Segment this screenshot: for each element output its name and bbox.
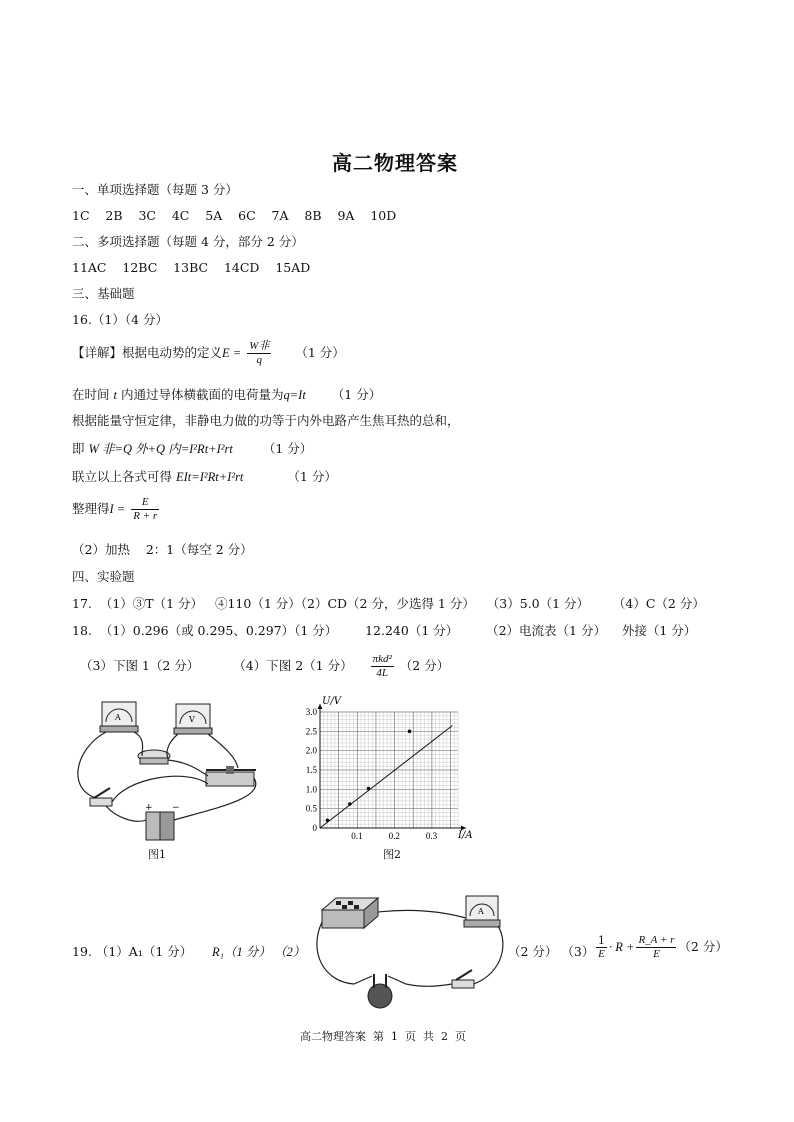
y-tick-label: 1.0 xyxy=(305,784,317,795)
q19-fraction1 xyxy=(596,934,607,961)
q16-line2-t: t xyxy=(113,388,117,402)
q16-line5-eq: EIt=I²Rt+I²rt xyxy=(176,470,244,484)
current-fraction xyxy=(131,496,159,523)
q16-line1 xyxy=(72,340,345,367)
q16-line2-eq: q=It xyxy=(283,388,306,402)
q16-line4-prefix: 即 xyxy=(72,441,85,456)
q19-part1b xyxy=(212,944,305,960)
chart-grid xyxy=(320,712,458,828)
ammeter-label: A xyxy=(478,907,484,916)
q19-part3-score: （2 分） xyxy=(678,939,728,954)
q18-part4-score: （2 分） xyxy=(399,658,450,673)
q19-part1: 19. （1）A₁（1 分） xyxy=(72,944,193,959)
data-point xyxy=(367,787,371,791)
section-heading-single-choice: 一、单项选择题（每题 3 分） xyxy=(72,182,238,197)
q16-part2: （2）加热 2：1（每空 2 分） xyxy=(72,542,253,557)
q16-line6-lhs: I = xyxy=(109,502,126,516)
q16-line1-prefix: 【详解】根据电动势的定义 xyxy=(72,345,223,360)
current-fraction-denominator: R + r xyxy=(133,510,158,522)
q16-line5 xyxy=(72,469,337,485)
y-tick-label: 1.5 xyxy=(305,765,317,775)
q16-line2-b: 内通过导体横截面的电荷量为 xyxy=(120,387,284,402)
q19-r1: R₁（1 分） （2） xyxy=(212,945,306,959)
q16-line3: 根据能量守恒定律，非静电力做的功等于内外电路产生焦耳热的总和， xyxy=(72,413,460,428)
page-footer: 高二物理答案 第 1 页 共 2 页 xyxy=(300,1030,466,1043)
chart-y-axis-label: U/V xyxy=(322,696,342,707)
q19-fraction2-numerator: R_A + r xyxy=(638,934,675,946)
section-heading-basic: 三、基础题 xyxy=(72,286,135,301)
resistance-box-icon xyxy=(322,898,378,928)
q16-line1-lhs: E = xyxy=(222,346,242,360)
current-fraction-numerator: E xyxy=(131,496,159,510)
battery-minus: − xyxy=(172,803,180,813)
emf-fraction-numerator: W非 xyxy=(249,340,270,352)
q17-answer: 17. （1）③T（1 分） ④110（1 分）（2）CD（2 分，少选得 1 分） （3）5.0（1 分） （4）C（2 分） xyxy=(72,596,705,611)
q18-line1: 18. （1）0.296（或 0.295、0.297）（1 分） 12.240（1 分） （2）电流表（1 分） 外接（1 分） xyxy=(72,623,697,638)
battery-plus: + xyxy=(145,803,153,813)
q16-line5-prefix: 联立以上各式可得 xyxy=(72,469,173,484)
chart-axes xyxy=(318,704,467,831)
voltmeter-label: V xyxy=(189,715,195,724)
figure2-ui-chart xyxy=(298,694,488,846)
figure3-circuit xyxy=(314,892,510,1010)
q16-line6 xyxy=(72,496,161,523)
data-point xyxy=(348,802,352,806)
q16-line5-score: （1 分） xyxy=(287,469,337,484)
q19-part3-formula xyxy=(594,934,728,961)
q16-line2 xyxy=(72,387,381,403)
q16-line4-score: （1 分） xyxy=(262,441,313,456)
ammeter-label: A xyxy=(115,713,121,722)
q16-header: 16.（1）（4 分） xyxy=(72,312,169,327)
ammeter-icon xyxy=(464,896,500,927)
q16-line1-score: （1 分） xyxy=(295,345,345,360)
q19-fraction1-denominator: E xyxy=(598,948,605,960)
data-point xyxy=(326,818,330,822)
figure1-circuit xyxy=(66,698,266,846)
q19-mid: · R + xyxy=(609,940,635,954)
section-heading-multi-choice: 二、多项选择题（每题 4 分，部分 2 分） xyxy=(72,234,304,249)
fruit-battery-icon xyxy=(368,974,392,1008)
q19-fraction2 xyxy=(636,934,676,961)
page-title: 高二物理答案 xyxy=(332,151,458,175)
y-tick-label: 2.5 xyxy=(305,726,317,737)
figure2-caption: 图2 xyxy=(383,848,401,861)
multi-choice-answers: 11AC 12BC 13BC 14CD 15AD xyxy=(72,260,311,275)
x-tick-label: 0.2 xyxy=(388,831,400,841)
rheostat-icon xyxy=(206,766,256,786)
emf-fraction-denominator: q xyxy=(256,354,263,366)
resistivity-fraction-numerator: πkd² xyxy=(372,653,392,665)
q16-line4-eq: W 非=Q 外+Q 内=I²Rt+I²rt xyxy=(88,442,233,456)
resistivity-fraction-denominator: 4L xyxy=(376,667,388,679)
q16-line6-prefix: 整理得 xyxy=(72,501,110,516)
q19-fraction2-denominator: E xyxy=(653,948,660,960)
y-tick-label: 0.5 xyxy=(305,803,317,814)
section-heading-experiment: 四、实验题 xyxy=(72,569,135,584)
q16-line2-a: 在时间 xyxy=(72,387,110,402)
x-tick-label: 0.3 xyxy=(425,831,438,841)
resistivity-fraction xyxy=(371,653,394,680)
x-tick-label: 0.1 xyxy=(351,831,363,841)
ammeter-icon xyxy=(100,702,138,732)
battery-icon xyxy=(145,803,180,840)
chart-x-axis-label: I/A xyxy=(458,830,473,841)
voltmeter-icon xyxy=(174,704,212,734)
switch-icon xyxy=(452,970,474,988)
q19-fraction1-numerator: 1 xyxy=(598,934,605,947)
single-choice-answers: 1C 2B 3C 4C 5A 6C 7A 8B 9A 10D xyxy=(72,208,397,223)
q16-line2-score: （1 分） xyxy=(331,387,382,402)
y-tick-label: 0 xyxy=(312,823,317,833)
q16-line4 xyxy=(72,441,312,457)
y-tick-label: 2.0 xyxy=(305,745,317,756)
emf-definition-fraction xyxy=(247,340,271,367)
figure1-caption: 图1 xyxy=(148,848,166,861)
q19-part2: （2 分） （3） xyxy=(508,944,595,959)
y-tick-label: 3.0 xyxy=(305,707,317,717)
q18-part3: （3）下图 1（2 分） xyxy=(80,658,200,673)
q18-part4: （4）下图 2（1 分） xyxy=(233,658,353,673)
data-point xyxy=(408,730,412,734)
q18-line2 xyxy=(80,653,449,680)
